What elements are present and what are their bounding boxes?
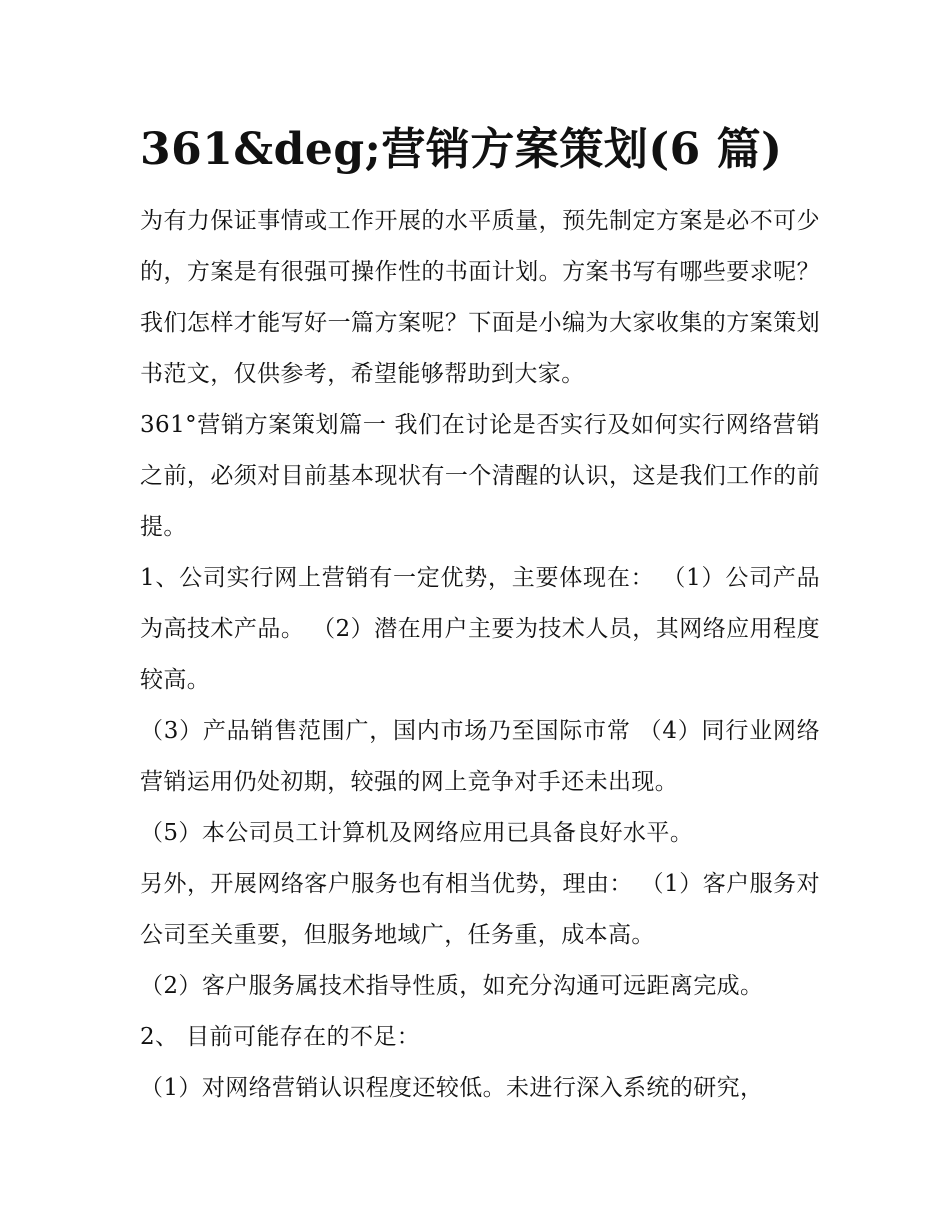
paragraph-section-one: 361°营销方案策划篇一 我们在讨论是否实行及如何实行网络营销之前，必须对目前基本现状有一个清醒的认识，这是我们工作的前提。: [140, 412, 820, 540]
paragraph-advantages: 1、公司实行网上营销有一定优势，主要体现在： （1）公司产品为高技术产品。 （2）潜在用户主要为技术人员，其网络应用程度较高。: [140, 565, 820, 693]
paragraph-shortcoming-one: （1）对网络营销认识程度还较低。未进行深入系统的研究，: [140, 1075, 764, 1101]
document-title: 361&deg;营销方案策划(6 篇): [140, 124, 783, 175]
paragraph-remote-support: （2）客户服务属技术指导性质，如充分沟通可远距离完成。: [140, 973, 764, 999]
paragraph-staff-skills: （5）本公司员工计算机及网络应用已具备良好水平。: [140, 820, 694, 846]
paragraph-intro: 为有力保证事情或工作开展的水平质量，预先制定方案是必不可少的，方案是有很强可操作性的书面计划。方案书写有哪些要求呢？我们怎样才能写好一篇方案呢？下面是小编为大家收集的方案策划书范文，仅供参考，希望能够帮助到大家。: [140, 208, 820, 387]
paragraph-market-scope: （3）产品销售范围广，国内市场乃至国际市常 （4）同行业网络营销运用仍处初期，较强的网上竞争对手还未出现。: [140, 718, 820, 795]
paragraph-customer-service: 另外，开展网络客户服务也有相当优势，理由： （1）客户服务对公司至关重要，但服务地域广，任务重，成本高。: [140, 871, 820, 948]
document-page: [140, 118, 820, 1114]
paragraph-shortcomings-heading: 2、 目前可能存在的不足：: [140, 1024, 421, 1050]
